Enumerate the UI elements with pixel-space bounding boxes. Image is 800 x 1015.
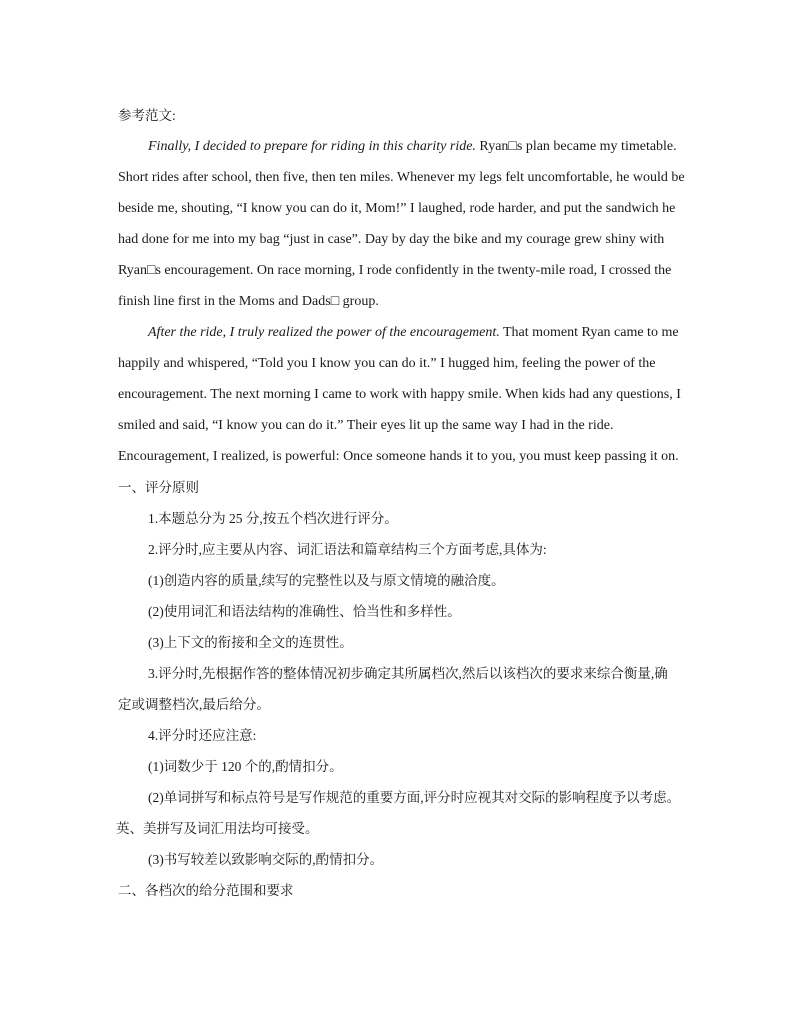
paragraph-line: beside me, shouting, “I know you can do it, Mom!” I laughed, rode harder, and put the sandwich he — [118, 201, 676, 216]
paragraph-line: Ryan□s encouragement. On race morning, I rode confidently in the twenty-mile road, I crossed the — [118, 263, 672, 278]
rule-4-item-1: (1)词数少于 120 个的,酌情扣分。 — [148, 759, 343, 774]
essay-paragraph-2 — [118, 317, 684, 472]
rule-4-item-2-line-1: (2)单词拼写和标点符号是写作规范的重要方面,评分时应视其对交际的影响程度予以考虑。 — [148, 790, 681, 805]
paragraph-line — [118, 131, 684, 162]
rule-item: (2)使用词汇和语法结构的准确性、恰当性和多样性。 — [148, 604, 461, 619]
rule-4-title: 4.评分时还应注意: — [148, 728, 257, 743]
rule-4-item-3: (3)书写较差以致影响交际的,酌情扣分。 — [148, 852, 384, 867]
paragraph-line: had done for me into my bag “just in case”. Day by day the bike and my courage grew shiny with — [118, 232, 665, 247]
paragraph-line: Encouragement, I realized, is powerful: Once someone hands it to you, you must keep passing it on. — [118, 449, 679, 464]
paragraph-lead-sentence: Finally, I decided to prepare for riding in this charity ride. — [148, 139, 476, 154]
section-2-title: 二、各档次的给分范围和要求 — [118, 883, 294, 898]
essay-paragraph-1 — [118, 131, 684, 317]
paragraph-line: smiled and said, “I know you can do it.” Their eyes lit up the same way I had in the ride. — [118, 418, 614, 433]
rule-item: (1)创造内容的质量,续写的完整性以及与原文情境的融洽度。 — [148, 573, 505, 588]
document-body — [118, 100, 684, 906]
paragraph-line: happily and whispered, “Told you I know you can do it.” I hugged him, feeling the power of the — [118, 356, 656, 371]
paragraph-line: encouragement. The next morning I came to work with happy smile. When kids had any questions, I — [118, 387, 681, 402]
rule-item: 1.本题总分为 25 分,按五个档次进行评分。 — [148, 511, 398, 526]
rule-4-item-2-line-2: 英、美拼写及词汇用法均可接受。 — [116, 821, 319, 836]
rule-3-line-1: 3.评分时,先根据作答的整体情况初步确定其所属档次,然后以该档次的要求来综合衡量,确 — [148, 666, 668, 681]
paragraph-text: That moment Ryan came to me — [499, 325, 679, 340]
paragraph-line: finish line first in the Moms and Dads□ group. — [118, 294, 379, 309]
rule-item: 2.评分时,应主要从内容、词汇语法和篇章结构三个方面考虑,具体为: — [148, 542, 547, 557]
paragraph-line — [118, 317, 684, 348]
rule-item: (3)上下文的衔接和全文的连贯性。 — [148, 635, 353, 650]
rule-3-line-2: 定或调整档次,最后给分。 — [118, 697, 270, 712]
sample-essay-title: 参考范文: — [118, 108, 176, 123]
paragraph-lead-sentence: After the ride, I truly realized the power of the encouragement. — [148, 325, 500, 340]
paragraph-line: Short rides after school, then five, then ten miles. Whenever my legs felt uncomfortable, he would be — [118, 170, 685, 185]
section-1-title: 一、评分原则 — [118, 480, 199, 495]
paragraph-text: Ryan□s plan became my timetable. — [475, 139, 677, 154]
